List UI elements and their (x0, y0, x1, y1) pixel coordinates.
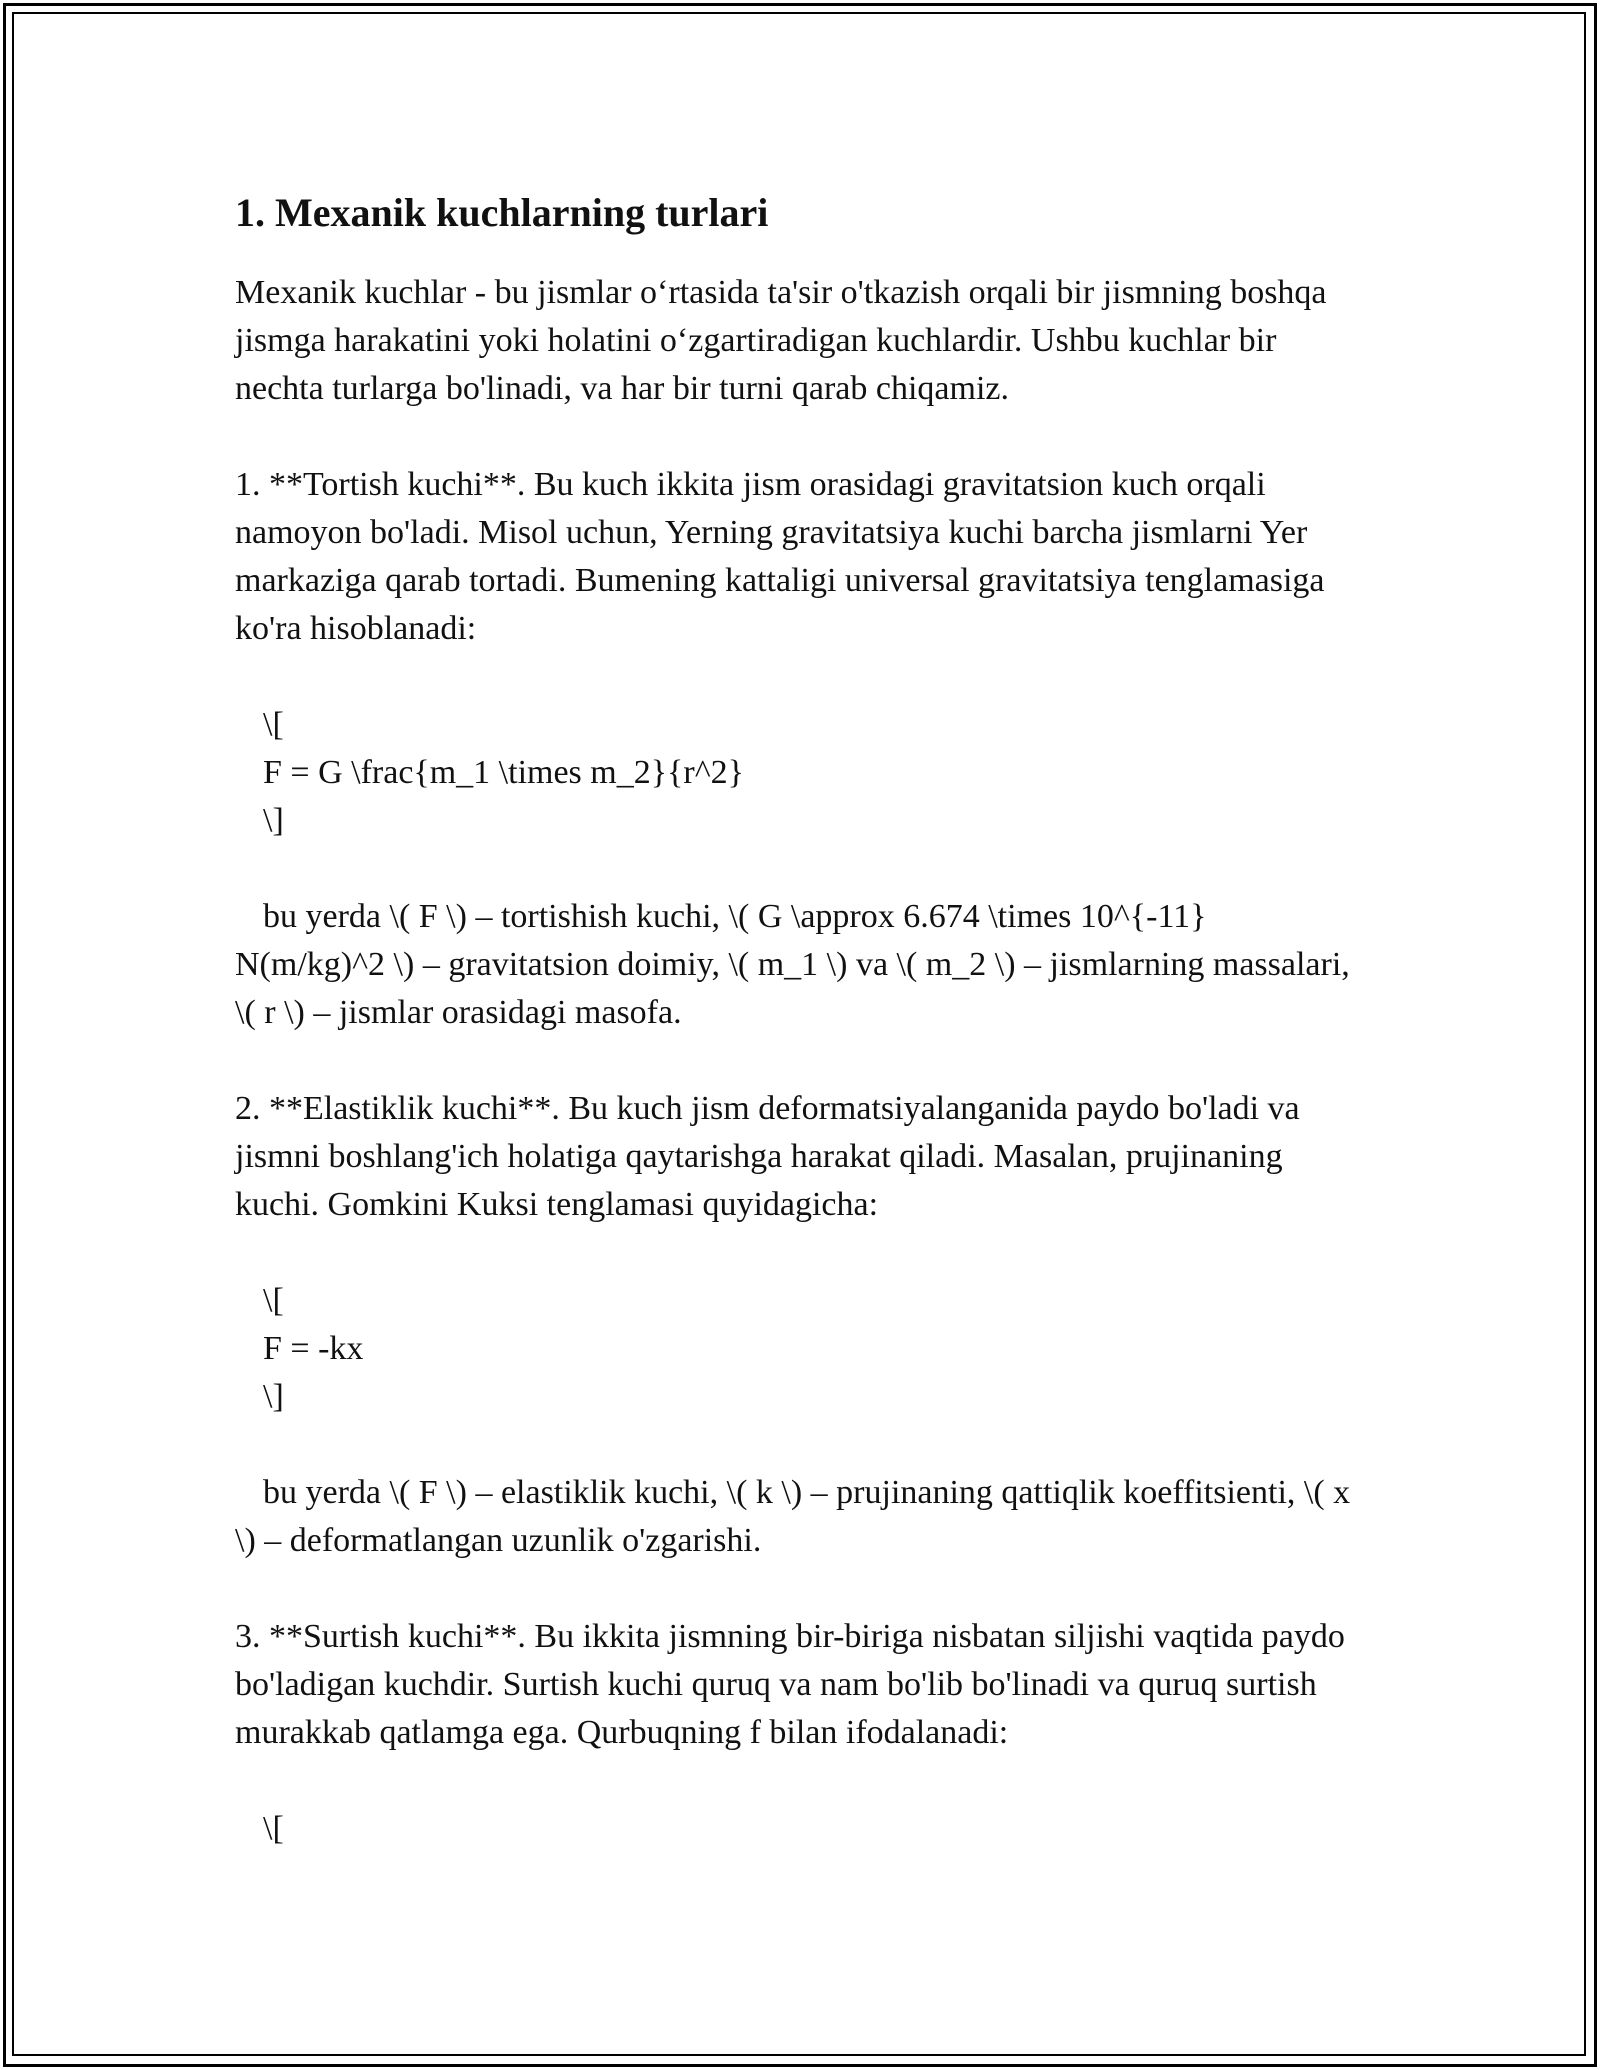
formula-close-delimiter: \] (263, 802, 284, 839)
formula-open-delimiter: \[ (263, 1282, 284, 1319)
item-friction-paragraph: 3. **Surtish kuchi**. Bu ikkita jismning bir-biriga nisbatan siljishi vaqtida paydo bo'ladigan kuchdir. Surtish kuchi quruq va nam bo'lib bo'linadi va quruq surtish murakkab qatlamga ega. Qurbuqning f bilan ifodalanadi: (235, 1618, 1345, 1751)
formula-open-delimiter: \[ (263, 1810, 284, 1847)
gravity-formula: F = G \frac{m_1 \times m_2}{r^2} (263, 754, 744, 791)
friction-formula-block (235, 1805, 1365, 1853)
elastic-formula: F = -kx (263, 1330, 364, 1367)
elastic-explanation-text: bu yerda \( F \) – elastiklik kuchi, \( k \) – prujinaning qattiqlik koeffitsienti, \( x \) – deformatlangan uzunlik o'zgarishi. (235, 1474, 1351, 1559)
elastic-formula-block (235, 1277, 1365, 1421)
gravity-explanation-text: bu yerda \( F \) – tortishish kuchi, \( G \approx 6.674 \times 10^{-11} N(m/kg)^2 \) – gravitatsion doimiy, \( m_1 \) va \( m_2 \) – jismlarning massalari, \( r \) – jismlar orasidagi masofa. (235, 898, 1350, 1031)
formula-open-delimiter: \[ (263, 706, 284, 743)
item-gravity-paragraph: 1. **Tortish kuchi**. Bu kuch ikkita jism orasidagi gravitatsion kuch orqali namoyon bo'ladi. Misol uchun, Yerning gravitatsiya kuchi barcha jismlarni Yer markaziga qarab tortadi. Bumening kattaligi universal gravitatsiya tenglamasiga ko'ra hisoblanadi: (235, 466, 1325, 647)
gravity-formula-block (235, 701, 1365, 845)
formula-close-delimiter: \] (263, 1378, 284, 1415)
intro-paragraph: Mexanik kuchlar - bu jismlar o‘rtasida ta'sir o'tkazish orqali bir jismning boshqa jismga harakatini yoki holatini o‘zgartiradigan kuchlardir. Ushbu kuchlar bir nechta turlarga bo'linadi, va har bir turni qarab chiqamiz. (235, 274, 1327, 407)
item-elastic-paragraph: 2. **Elastiklik kuchi**. Bu kuch jism deformatsiyalanganida paydo bo'ladi va jismni boshlang'ich holatiga qaytarishga harakat qiladi. Masalan, prujinaning kuchi. Gomkini Kuksi tenglamasi quyidagicha: (235, 1090, 1300, 1223)
gravity-explanation (235, 893, 1365, 1037)
section-heading: 1. Mexanik kuchlarning turlari (235, 190, 769, 235)
document-body (235, 185, 1365, 1901)
elastic-explanation (235, 1469, 1365, 1565)
